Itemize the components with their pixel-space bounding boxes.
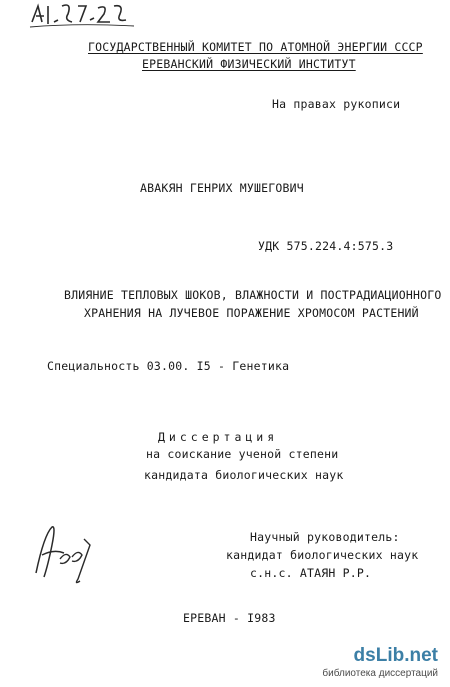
dissertation-title-line-2: ХРАНЕНИЯ НА ЛУЧЕВОЕ ПОРАЖЕНИЕ ХРОМОСОМ РАСТЕНИЙ (84, 306, 419, 320)
dissertation-label: Диссертация (158, 430, 279, 444)
signature-image (30, 515, 96, 589)
author-name: АВАКЯН ГЕНРИХ МУШЕГОВИЧ (140, 181, 304, 195)
watermark-subtitle: библиотека диссертаций (322, 668, 438, 679)
place-and-year: ЕРЕВАН - I983 (183, 611, 276, 625)
committee-heading: ГОСУДАРСТВЕННЫЙ КОМИТЕТ ПО АТОМНОЙ ЭНЕРГИИ СССР (88, 40, 423, 54)
manuscript-rights-note: На правах рукописи (272, 97, 401, 111)
watermark-logo: dsLib.net (353, 645, 438, 666)
supervisor-label: Научный руководитель: (250, 530, 400, 544)
degree-purpose: на соискание ученой степени (146, 447, 339, 461)
udc-code: УДК 575.224.4:575.3 (258, 239, 394, 253)
supervisor-name: с.н.с. АТАЯН Р.Р. (250, 566, 372, 580)
supervisor-title: кандидат биологических наук (226, 548, 419, 562)
institute-heading: ЕРЕВАНСКИЙ ФИЗИЧЕСКИЙ ИНСТИТУТ (142, 57, 356, 71)
watermark (322, 645, 438, 679)
specialty-line: Специальность 03.00. I5 - Генетика (47, 359, 290, 373)
degree-name: кандидата биологических наук (144, 468, 344, 482)
handwritten-note (28, 0, 138, 30)
dissertation-title-line-1: ВЛИЯНИЕ ТЕПЛОВЫХ ШОКОВ, ВЛАЖНОСТИ И ПОСТРАДИАЦИОННОГО (64, 288, 442, 302)
